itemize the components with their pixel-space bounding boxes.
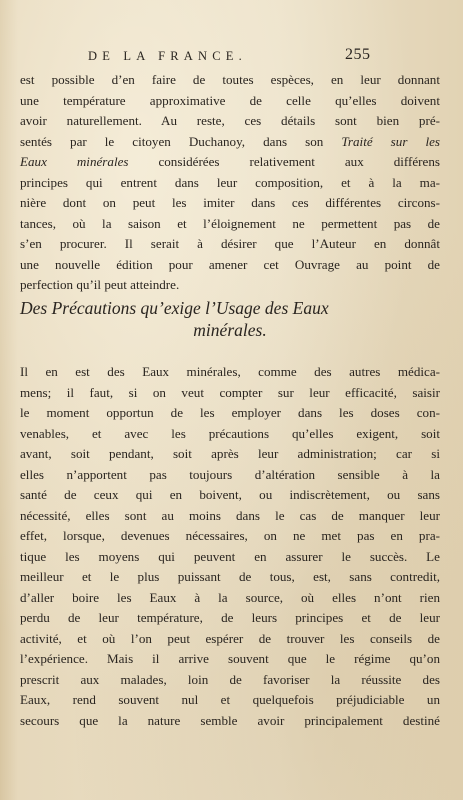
text-line: santé de ceux qui en boivent, ou indiscrètement, ou sans	[20, 487, 440, 502]
page-header	[88, 46, 388, 69]
text-line: Il en est des Eaux minérales, comme des autres médica-	[20, 364, 440, 379]
section-heading-line: minérales.	[193, 320, 267, 340]
text-line: meilleur et le plus puissant de tous, est, sans contredit,	[20, 569, 440, 584]
text-line: venables, et avec les précautions qu’elles exigent, soit	[20, 425, 440, 441]
paragraph-2	[20, 362, 440, 731]
text-line: est possible d’en faire de toutes espèces, en leur donnant	[20, 72, 440, 87]
text-line: d’aller boire les Eaux à la source, où elles n’ont rien	[20, 589, 440, 605]
text-line: perfection qu’il peut atteindre.	[20, 277, 180, 292]
text-line: elles n’apportent pas toujours d’altération sensible à la	[20, 466, 440, 482]
text-line: l’expérience. Mais il arrive souvent que le régime qu’on	[20, 651, 440, 666]
text-line: s’en procurer. Il serait à désirer que l’Auteur en donnât	[20, 236, 440, 251]
text-line: effet, lorsque, devenues nécessaires, on ne met pas en pra-	[20, 528, 440, 543]
section-heading	[20, 297, 440, 341]
text-line: secours que la nature semble avoir principalement destiné	[20, 712, 440, 728]
running-head: DE LA FRANCE.	[88, 49, 247, 63]
text-line: prescrit aux malades, loin de favoriser la réussite des	[20, 671, 440, 687]
text-line: le moment opportun de les employer dans les doses con-	[20, 405, 440, 420]
text-line: une température approximative de celle qu’elles doivent	[20, 92, 440, 108]
italic-title: Eaux minérales	[20, 154, 129, 169]
text-line: principes qui entrent dans leur composition, et à la ma-	[20, 174, 440, 190]
text-line: nière dont on peut les imiter dans ces différentes circons-	[20, 195, 440, 210]
paragraph-1	[20, 70, 440, 296]
text-line: une nouvelle édition pour amener cet Ouvrage au point de	[20, 256, 440, 272]
text-line: nécessité, elles sont au moins dans le cas de manquer leur	[20, 507, 440, 523]
section-heading-line: Des Précautions qu’exige l’Usage des Eaux	[20, 298, 329, 318]
text-segment: sentés par le citoyen Duchanoy, dans son	[20, 133, 342, 149]
text-line: mens; il faut, si on veut compter sur leur efficacité, saisir	[20, 384, 440, 400]
text-line	[20, 152, 440, 173]
text-line	[20, 132, 440, 153]
italic-title: Traité sur les	[341, 133, 440, 149]
text-line: avant, soit pendant, soit après leur administration; car si	[20, 446, 440, 461]
text-line: activité, et où l’on peut espérer de trouver les conseils de	[20, 630, 440, 646]
text-line: avoir naturellement. Au reste, ces détails sont bien pré-	[20, 113, 440, 128]
text-line: perdu de leur température, de leurs principes et de leur	[20, 610, 440, 625]
text-segment: considérées relativement aux différens	[128, 154, 440, 169]
text-line: Eaux, rend souvent nul et quelquefois préjudiciable un	[20, 692, 440, 707]
text-line: tances, où la saison et l’éloignement ne permettent pas de	[20, 215, 440, 231]
page-number: 255	[345, 46, 371, 63]
text-line: tique les moyens qui peuvent en assurer le succès. Le	[20, 548, 440, 564]
